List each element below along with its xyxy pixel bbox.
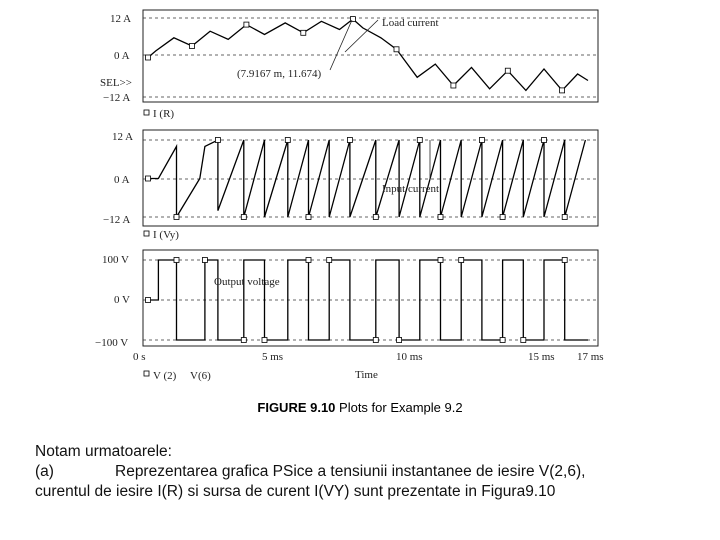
data-point-2-3 [174,215,179,220]
panel-1-frame [143,10,598,102]
xtick-10ms: 10 ms [396,351,423,363]
data-point-3-9 [241,338,246,343]
note-line-1: Notam urmatoarele: [35,443,172,460]
data-point-2-27 [438,215,443,220]
note-line-2 [35,462,715,482]
xtick-17ms: 17 ms [577,351,604,363]
data-point-2-33 [500,215,505,220]
data-point-1-12 [350,17,355,22]
panel-1-annotation-load-current: Load current [382,17,439,29]
data-point-1-15 [394,47,399,52]
data-point-2-36 [542,138,547,143]
data-point-2-24 [417,138,422,143]
data-point-3-36 [521,338,526,343]
data-point-1-0 [146,55,151,60]
panel-3-ytick-bottom: −100 V [95,337,129,349]
data-point-2-39 [562,215,567,220]
data-point-2-12 [285,138,290,143]
legend-v6: V(6) [190,370,211,382]
data-point-3-30 [459,258,464,263]
data-point-3-27 [438,258,443,263]
data-point-3-15 [306,258,311,263]
caption-figure-number: FIGURE 9.10 [257,400,336,415]
body-text [35,442,715,502]
panel-load-current [100,10,598,120]
panel-3-ytick-top: 100 V [102,254,129,266]
panel-2-ytick-mid: 0 A [114,174,130,186]
panel-2-frame [143,130,598,226]
xtick-15ms: 15 ms [528,351,555,363]
data-point-3-0 [146,298,151,303]
data-point-2-6 [215,138,220,143]
panel-1-sel-label: SEL>> [100,77,132,89]
data-point-3-21 [373,338,378,343]
panel-1-annotation-point: (7.9167 m, 11.674) [237,68,322,80]
data-point-3-3 [174,258,179,263]
series-line-2-1 [148,140,585,217]
legend-v2: V (2) [153,370,177,382]
data-point-3-6 [202,258,207,263]
data-point-1-21 [505,68,510,73]
panel-2-annotation-input-current: Input current [382,183,440,195]
figure-caption [0,400,720,415]
note-line-3: curentul de iesire I(R) si sursa de curent I(VY) sunt prezentate in Figura9.10 [35,483,556,500]
data-point-3-12 [262,338,267,343]
panel-2-trace [146,138,586,220]
panel-2-ytick-bottom: −12 A [103,214,131,226]
legend-marker-ivy [144,231,149,236]
data-point-2-21 [373,215,378,220]
panel-input-current [103,130,598,241]
data-point-3-33 [500,338,505,343]
panel-3-frame [143,250,598,346]
data-point-1-18 [451,83,456,88]
x-axis-label: Time [355,369,378,381]
panel-1-ytick-mid: 0 A [114,50,130,62]
data-point-1-3 [190,44,195,49]
panel-1-legend: I (R) [153,108,175,120]
data-point-2-0 [146,176,151,181]
data-point-1-6 [244,22,249,27]
legend-marker-v2 [144,371,149,376]
note-item-label: (a) [35,463,54,480]
data-point-2-9 [241,215,246,220]
data-point-3-39 [562,258,567,263]
caption-text: Plots for Example 9.2 [335,400,463,415]
data-point-3-18 [327,258,332,263]
xtick-5ms: 5 ms [262,351,284,363]
xtick-0s: 0 s [133,351,146,363]
data-point-3-24 [397,338,402,343]
panel-output-voltage [95,250,604,382]
panel-3-ytick-mid: 0 V [114,294,130,306]
data-point-2-30 [479,138,484,143]
data-point-2-18 [347,138,352,143]
data-point-1-9 [301,30,306,35]
panel-1-ytick-top: 12 A [110,13,132,25]
legend-marker-ir [144,110,149,115]
data-point-1-24 [560,88,565,93]
note-item-text: Reprezentarea grafica PSice a tensiunii instantanee de iesire V(2,6), [115,463,586,480]
panel-1-ytick-bottom: −12 A [103,92,131,104]
panel-2-legend: I (Vy) [153,229,179,241]
panel-1-annotation-leader-2 [330,20,352,70]
data-point-2-15 [306,215,311,220]
panel-2-ytick-top: 12 A [112,131,134,143]
panel-3-annotation-output-voltage: Output voltage [214,276,280,288]
